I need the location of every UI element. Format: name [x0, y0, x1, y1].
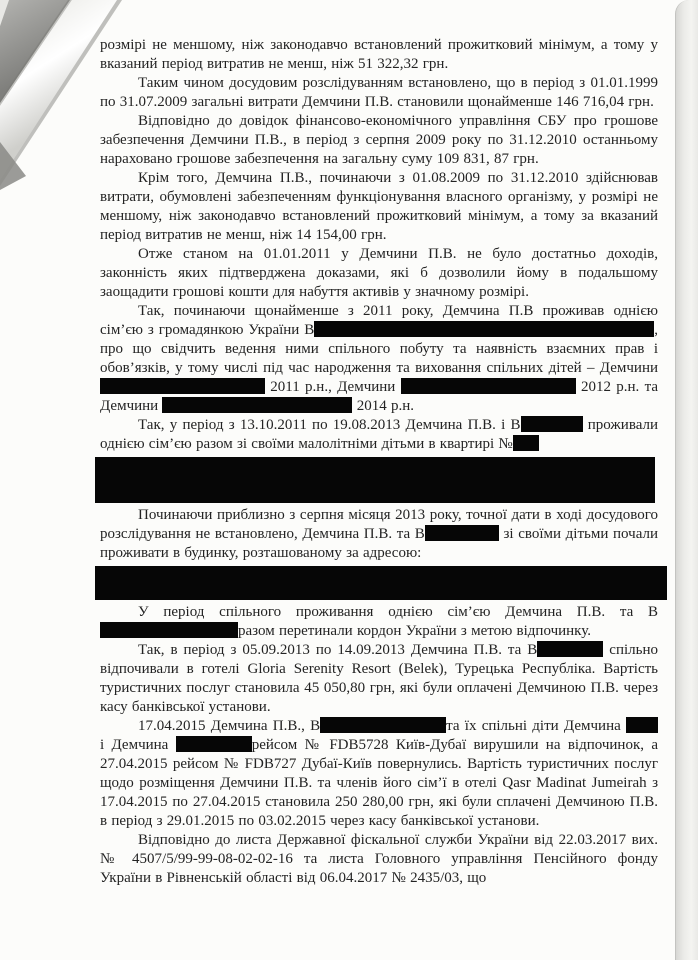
redaction-bar [162, 397, 352, 413]
paragraph: 17.04.2015 Демчина П.В., В та їх спільні діти Демчина і Демчина рейсом № FDB5728 Київ-Дубаї вирушили на відпочинок, а 27.04.2015 рейсом № FDB727 Дубаї-Київ повернулись. Вартість туристичних послуг щодо розміщення Демчини П.В. та членів його сім’ї в отелі Qasr Madinat Jumeirah з 17.04.2015 по 27.04.2015 становила 250 280,00 грн, які були сплачені Демчиною П.В. в період з 29.01.2015 по 03.02.2015 через касу банківської установи. [100, 718, 658, 829]
paragraph: Відповідно до листа Державної фіскальної служби України від 22.03.2017 вих. № 4507/5/99-99-08-02-02-16 та листа Головного управління Пенсійного фонду України в Рівненській області від 06.04.2017 № 2435/03, що [100, 832, 658, 886]
paragraph: Отже станом на 01.01.2011 у Демчини П.В. не було достатньо доходів, законність яких підтверджена доказами, які б дозволили йому в подальшому заощадити грошові кошти для набуття активів у значному розмірі. [100, 246, 658, 300]
paragraph: розмірі не меншому, ніж законодавчо встановлений прожитковий мінімум, а тому у вказаний період витратив не менш, ніж 51 322,32 грн. [100, 37, 658, 72]
paragraph: Починаючи приблизно з серпня місяця 2013 року, точної дати в ході досудового розслідування не встановлено, Демчина П.В. та В зі своїми дітьми почали проживати в будинку, розташованому за адресою: [100, 507, 658, 561]
redaction-bar [100, 622, 238, 638]
paragraph: Таким чином досудовим розслідуванням встановлено, що в період з 01.01.1999 по 31.07.2009 загальні витрати Демчини П.В. становили щонайменше 146 716,04 грн. [100, 75, 658, 110]
scan-paper-edge [675, 0, 698, 960]
redaction-bar [537, 641, 603, 657]
page-fold-corner-icon [0, 0, 140, 200]
document-text-block [100, 36, 658, 888]
paragraph: Так, починаючи щонайменше з 2011 року, Демчина П.В проживав однією сім’єю з громадянкою України В , про що свідчить ведення ними спільного побуту та наявність взаємних прав і обов’язків, у тому числі під час народження та виховання спільних дітей – Демчини 2011 р.н., Демчини 2012 р.н. та Демчини 2014 р.н. [100, 303, 658, 414]
redaction-bar [176, 736, 252, 752]
redaction-bar [425, 525, 499, 541]
paragraph: У період спільного проживання однією сім’єю Демчина П.В. та Вразом перетинали кордон України з метою відпочинку. [100, 603, 658, 641]
paragraph: Так, у період з 13.10.2011 по 19.08.2013 Демчина П.В. і В проживали однією сім’єю разом зі своїми малолітніми дітьми в квартирі № [100, 417, 659, 452]
paragraph: Крім того, Демчина П.В., починаючи з 01.08.2009 по 31.12.2010 здійснював витрати, обумовлені забезпеченням функціонування власного організму, у розмірі не меншому, ніж законодавчо встановлений прожитковий мінімум, а тому за вказаний період витратив не менш, ніж 14 154,00 грн. [100, 170, 658, 243]
redaction-block [95, 566, 667, 600]
redaction-bar [314, 321, 654, 337]
paragraph: Так, в період з 05.09.2013 по 14.09.2013 Демчина П.В. та В спільно відпочивали в готелі Gloria Serenity Resort (Belek), Турецька Республіка. Вартість туристичних послуг становила 45 050,80 грн, які були оплачені Демчиною П.В. через касу банківської установи. [100, 642, 658, 715]
redaction-bar [401, 378, 576, 394]
paragraph: Відповідно до довідок фінансово-економічного управління СБУ про грошове забезпечення Демчини П.В., в період з серпня 2009 року по 31.12.2010 останньому нараховано грошове забезпечення на загальну суму 109 831, 87 грн. [100, 113, 658, 167]
redaction-bar [513, 435, 539, 451]
redaction-bar [320, 717, 446, 733]
redaction-bar [100, 378, 265, 394]
redaction-bar [521, 416, 583, 432]
redaction-block [95, 457, 655, 503]
redaction-bar [626, 717, 658, 733]
